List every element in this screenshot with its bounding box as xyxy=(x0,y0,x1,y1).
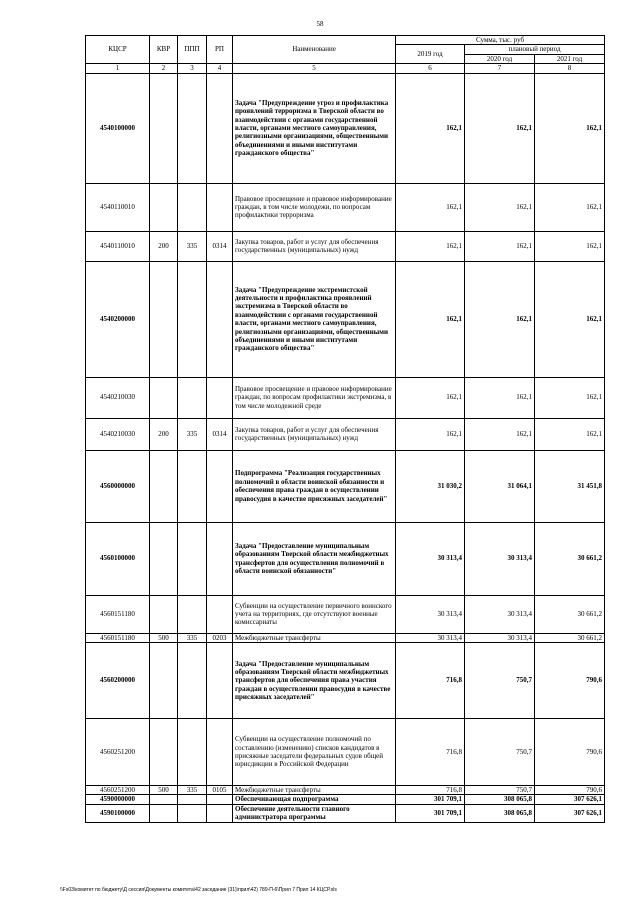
value-2019-cell: 30 313,4 xyxy=(396,522,465,595)
header-2020: 2020 год xyxy=(465,54,535,63)
kcsr-cell: 4560251200 xyxy=(86,719,150,786)
ppp-cell: 335 xyxy=(178,231,207,261)
kvr-cell xyxy=(150,804,178,822)
value-2019-cell: 301 709,1 xyxy=(396,795,465,804)
table-row xyxy=(86,719,605,786)
kcsr-cell: 4540100000 xyxy=(86,73,150,183)
value-2021-cell: 162,1 xyxy=(535,418,605,450)
rp-cell xyxy=(207,183,233,231)
kvr-cell: 500 xyxy=(150,633,178,642)
value-2020-cell: 162,1 xyxy=(465,231,535,261)
value-2021-cell: 307 626,1 xyxy=(535,795,605,804)
value-2021-cell: 162,1 xyxy=(535,231,605,261)
value-2020-cell: 162,1 xyxy=(465,418,535,450)
table-row xyxy=(86,73,605,183)
col-number-5: 5 xyxy=(233,64,396,73)
col-number-7: 7 xyxy=(465,64,535,73)
rp-cell: 0105 xyxy=(207,786,233,795)
rp-cell xyxy=(207,261,233,377)
kvr-cell xyxy=(150,522,178,595)
header-ppp: ППП xyxy=(178,36,207,64)
table-row xyxy=(86,261,605,377)
value-2020-cell: 30 313,4 xyxy=(465,633,535,642)
kvr-cell xyxy=(150,795,178,804)
name-cell: Подпрограмма "Реализация государственных полномочий в области воинской обязанности и обеспечения права граждан в осуществлении правосудия в качестве присяжных заседателей" xyxy=(233,450,396,522)
table-row xyxy=(86,643,605,719)
name-cell: Задача "Предупреждение экстремистской деятельности и профилактика проявлений экстремизма в Тверской области во взаимодействии с органами государственной власти, органами местного самоуправления, религиозными организациями, общественными объединениями и иными институтами гражданского общества" xyxy=(233,261,396,377)
kcsr-cell: 4560100000 xyxy=(86,522,150,595)
value-2019-cell: 162,1 xyxy=(396,418,465,450)
kcsr-cell: 4590100000 xyxy=(86,804,150,822)
name-cell: Закупка товаров, работ и услуг для обеспечения государственных (муниципальных) нужд xyxy=(233,418,396,450)
name-cell: Обеспечивающая подпрограмма xyxy=(233,795,396,804)
value-2021-cell: 162,1 xyxy=(535,261,605,377)
ppp-cell xyxy=(178,595,207,633)
kcsr-cell: 4560151180 xyxy=(86,633,150,642)
ppp-cell xyxy=(178,261,207,377)
table-row xyxy=(86,183,605,231)
page-number: 58 xyxy=(316,20,324,28)
kvr-cell xyxy=(150,261,178,377)
value-2021-cell: 162,1 xyxy=(535,73,605,183)
kvr-cell: 200 xyxy=(150,418,178,450)
kcsr-cell: 4560151180 xyxy=(86,595,150,633)
kvr-cell xyxy=(150,643,178,719)
table-row xyxy=(86,522,605,595)
value-2021-cell: 162,1 xyxy=(535,183,605,231)
name-cell: Задача "Предоставление муниципальным образованиям Тверской области межбюджетных трансфертов для осуществления полномочий в области воинской обязанности" xyxy=(233,522,396,595)
table-row xyxy=(86,450,605,522)
value-2020-cell: 31 064,1 xyxy=(465,450,535,522)
name-cell: Правовое просвещение и правовое информирование граждан, по вопросам профилактики экстремизма, в том числе молодежной среде xyxy=(233,377,396,418)
table-row xyxy=(86,377,605,418)
ppp-cell xyxy=(178,73,207,183)
rp-cell xyxy=(207,595,233,633)
rp-cell xyxy=(207,377,233,418)
rp-cell: 0314 xyxy=(207,231,233,261)
col-number-2: 2 xyxy=(150,64,178,73)
value-2019-cell: 162,1 xyxy=(396,183,465,231)
table-row xyxy=(86,804,605,822)
name-cell: Межбюджетные трансферты xyxy=(233,633,396,642)
value-2021-cell: 30 661,2 xyxy=(535,595,605,633)
header-2019: 2019 год xyxy=(396,45,465,64)
kvr-cell xyxy=(150,719,178,786)
col-number-6: 6 xyxy=(396,64,465,73)
kcsr-cell: 4540110010 xyxy=(86,183,150,231)
name-cell: Правовое просвещение и правовое информирование граждан, в том числе молодежи, по вопросам профилактики терроризма xyxy=(233,183,396,231)
value-2019-cell: 162,1 xyxy=(396,377,465,418)
table-row xyxy=(86,786,605,795)
header-kvr: КВР xyxy=(150,36,178,64)
rp-cell xyxy=(207,643,233,719)
kvr-cell xyxy=(150,377,178,418)
table-row xyxy=(86,418,605,450)
kcsr-cell: 4540210030 xyxy=(86,377,150,418)
value-2019-cell: 716,8 xyxy=(396,643,465,719)
header-kcsr: КЦСР xyxy=(86,36,150,64)
table-row xyxy=(86,595,605,633)
header-sum: Сумма, тыс. руб xyxy=(396,36,605,45)
kcsr-cell: 4590000000 xyxy=(86,795,150,804)
header-name: Наименование xyxy=(233,36,396,64)
value-2021-cell: 790,6 xyxy=(535,643,605,719)
value-2019-cell: 30 313,4 xyxy=(396,633,465,642)
value-2021-cell: 30 661,2 xyxy=(535,633,605,642)
ppp-cell: 335 xyxy=(178,633,207,642)
value-2019-cell: 162,1 xyxy=(396,261,465,377)
ppp-cell: 335 xyxy=(178,418,207,450)
ppp-cell xyxy=(178,719,207,786)
ppp-cell xyxy=(178,795,207,804)
ppp-cell xyxy=(178,522,207,595)
name-cell: Закупка товаров, работ и услуг для обеспечения государственных (муниципальных) нужд xyxy=(233,231,396,261)
value-2020-cell: 30 313,4 xyxy=(465,595,535,633)
ppp-cell xyxy=(178,450,207,522)
name-cell: Субвенции на осуществление полномочий по составлению (изменению) списков кандидатов в присяжные заседатели федеральных судов общей юрисдикции в Российской Федерации xyxy=(233,719,396,786)
header-rp: РП xyxy=(207,36,233,64)
value-2019-cell: 162,1 xyxy=(396,73,465,183)
value-2021-cell: 790,6 xyxy=(535,786,605,795)
col-number-4: 4 xyxy=(207,64,233,73)
name-cell: Межбюджетные трансферты xyxy=(233,786,396,795)
ppp-cell: 335 xyxy=(178,786,207,795)
kcsr-cell: 4560000000 xyxy=(86,450,150,522)
value-2021-cell: 30 661,2 xyxy=(535,522,605,595)
rp-cell xyxy=(207,522,233,595)
rp-cell xyxy=(207,795,233,804)
value-2021-cell: 790,6 xyxy=(535,719,605,786)
ppp-cell xyxy=(178,183,207,231)
value-2020-cell: 162,1 xyxy=(465,73,535,183)
value-2019-cell: 301 709,1 xyxy=(396,804,465,822)
budget-table xyxy=(85,35,605,823)
kvr-cell xyxy=(150,73,178,183)
value-2021-cell: 162,1 xyxy=(535,377,605,418)
table-row xyxy=(86,231,605,261)
name-cell: Субвенции на осуществление первичного воинского учета на территориях, где отсутствуют военные комиссариаты xyxy=(233,595,396,633)
kcsr-cell: 4540110010 xyxy=(86,231,150,261)
value-2019-cell: 30 313,4 xyxy=(396,595,465,633)
rp-cell xyxy=(207,804,233,822)
rp-cell xyxy=(207,450,233,522)
kcsr-cell: 4540210030 xyxy=(86,418,150,450)
value-2019-cell: 716,8 xyxy=(396,719,465,786)
value-2021-cell: 307 626,1 xyxy=(535,804,605,822)
col-number-1: 1 xyxy=(86,64,150,73)
value-2019-cell: 162,1 xyxy=(396,231,465,261)
file-path-footer: \\Fs03\комитет по бюджету\Д сессия\Документы комитета\42 заседание (31)\прил\42) 789-П-6\Прил 7 Прил 14 КЦСР.xls xyxy=(60,887,337,893)
rp-cell xyxy=(207,73,233,183)
value-2021-cell: 31 451,8 xyxy=(535,450,605,522)
value-2019-cell: 31 030,2 xyxy=(396,450,465,522)
name-cell: Обеспечение деятельности главного администратора программы xyxy=(233,804,396,822)
value-2020-cell: 308 065,8 xyxy=(465,795,535,804)
ppp-cell xyxy=(178,804,207,822)
kvr-cell: 200 xyxy=(150,231,178,261)
kvr-cell xyxy=(150,595,178,633)
value-2019-cell: 716,8 xyxy=(396,786,465,795)
value-2020-cell: 750,7 xyxy=(465,719,535,786)
value-2020-cell: 30 313,4 xyxy=(465,522,535,595)
value-2020-cell: 308 065,8 xyxy=(465,804,535,822)
kvr-cell xyxy=(150,183,178,231)
header-planned-period: плановый период xyxy=(465,45,605,54)
value-2020-cell: 750,7 xyxy=(465,786,535,795)
col-number-3: 3 xyxy=(178,64,207,73)
rp-cell: 0203 xyxy=(207,633,233,642)
value-2020-cell: 162,1 xyxy=(465,261,535,377)
name-cell: Задача "Предупреждение угроз и профилактика проявлений терроризма в Тверской области во взаимодействии с органами государственной власти, органами местного самоуправления, религиозными организациями, общественными объединениями и иными институтами гражданского общества" xyxy=(233,73,396,183)
rp-cell: 0314 xyxy=(207,418,233,450)
table-row xyxy=(86,633,605,642)
value-2020-cell: 750,7 xyxy=(465,643,535,719)
kvr-cell: 500 xyxy=(150,786,178,795)
rp-cell xyxy=(207,719,233,786)
kcsr-cell: 4560251200 xyxy=(86,786,150,795)
ppp-cell xyxy=(178,377,207,418)
kvr-cell xyxy=(150,450,178,522)
name-cell: Задача "Предоставление муниципальным образованиям Тверской области межбюджетных трансфертов для обеспечения права участия граждан в осуществлении правосудия в качестве присяжных заседателей" xyxy=(233,643,396,719)
kcsr-cell: 4540200000 xyxy=(86,261,150,377)
value-2020-cell: 162,1 xyxy=(465,183,535,231)
col-number-8: 8 xyxy=(535,64,605,73)
table-row xyxy=(86,795,605,804)
header-2021: 2021 год xyxy=(535,54,605,63)
kcsr-cell: 4560200000 xyxy=(86,643,150,719)
ppp-cell xyxy=(178,643,207,719)
value-2020-cell: 162,1 xyxy=(465,377,535,418)
